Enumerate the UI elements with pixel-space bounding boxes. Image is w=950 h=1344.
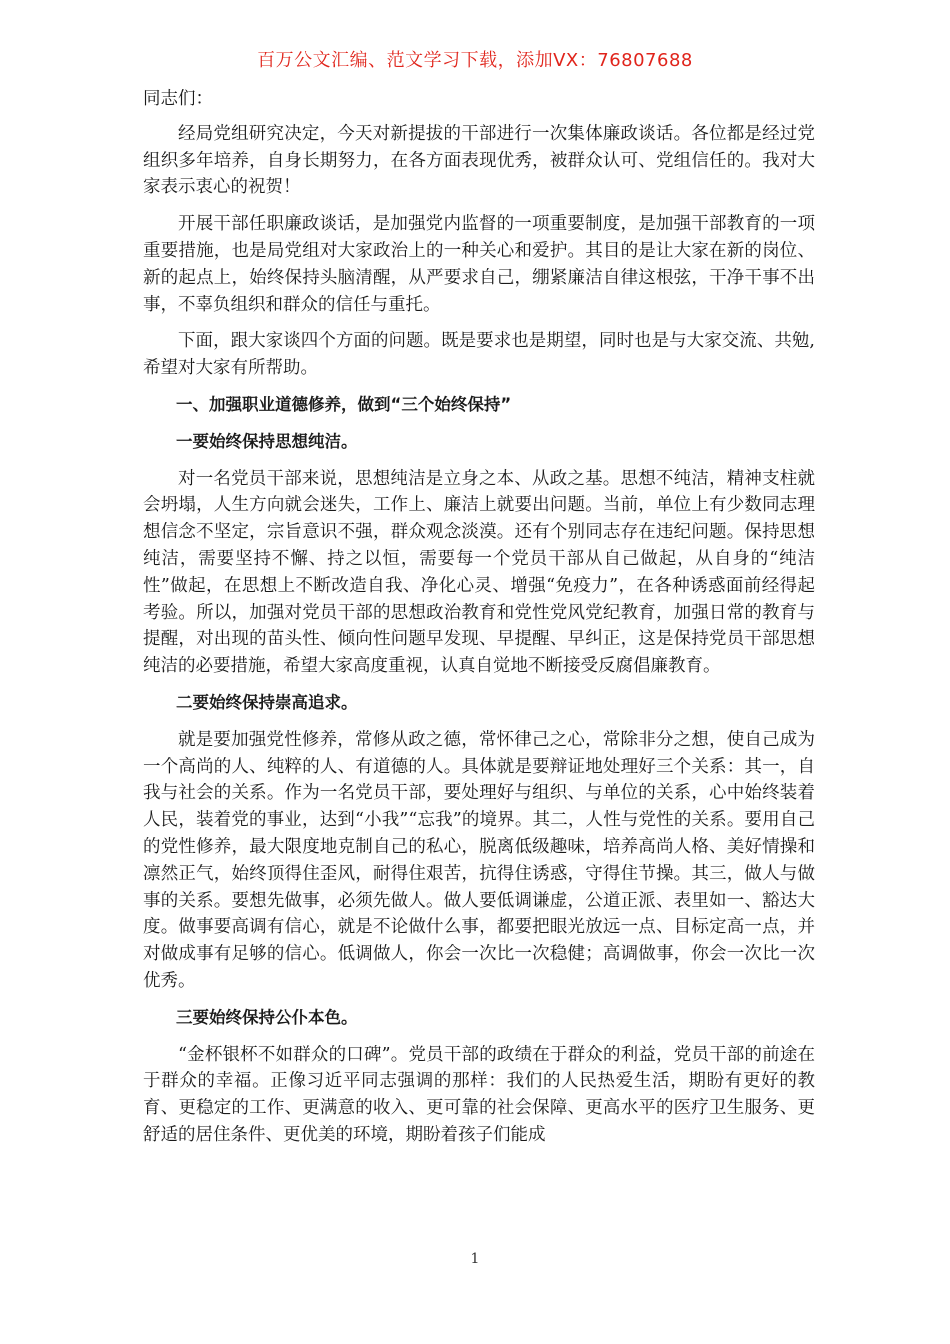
paragraph-purpose: 开展干部任职廉政谈话，是加强党内监督的一项重要制度，是加强干部教育的一项重要措施，也是局党组对大家政治上的一种关心和爱护。其目的是让大家在新的岗位、新的起点上，始终保持头脑清醒，从严要求自己，绷紧廉洁自律这根弦，干净干事不出事，不辜负组织和群众的信任与重托。	[143, 214, 815, 315]
subheading-1: 一要始终保持思想纯洁。	[176, 431, 358, 451]
subheading-2: 二要始终保持崇高追求。	[176, 692, 358, 712]
paragraph-public-servant: “金杯银杯不如群众的口碑”。党员干部的政绩在于群众的利益，党员干部的前途在于群众的幸福。正像习近平同志强调的那样：我们的人民热爱生活，期盼有更好的教育、更稳定的工作、更满意的收入、更可靠的社会保障、更高水平的医疗卫生服务、更舒适的居住条件、更优美的环境，期盼着孩子们能成	[143, 1044, 815, 1145]
page-number: 1	[470, 1251, 480, 1267]
subheading-3: 三要始终保持公仆本色。	[176, 1007, 358, 1027]
paragraph-lofty-pursuit: 就是要加强党性修养，常修从政之德，常怀律己之心，常除非分之想，使自己成为一个高尚的人、纯粹的人、有道德的人。具体就是要辩证地处理好三个关系：其一，自我与社会的关系。作为一名党员干部，要处理好与组织、与单位的关系，心中始终装着人民，装着党的事业，达到“小我”“忘我”的境界。其二，人性与党性的关系。要用自己的党性修养，最大限度地克制自己的私心，脱离低级趣味，培养高尚人格、美好情操和凛然正气，始终顶得住歪风，耐得住艰苦，抗得住诱惑，守得住节操。其三，做人与做事的关系。要想先做事，必须先做人。做人要低调谦虚，公道正派、表里如一、豁达大度。做事要高调有信心，就是不论做什么事，都要把眼光放远一点、目标定高一点，并对做成事有足够的信心。低调做人，你会一次比一次稳健；高调做事，你会一次比一次优秀。	[143, 729, 815, 991]
section-heading-1: 一、加强职业道德修养，做到“三个始终保持”	[176, 394, 512, 414]
paragraph-overview: 下面，跟大家谈四个方面的问题。既是要求也是期望，同时也是与大家交流、共勉,希望对大家有所帮助。	[143, 331, 815, 379]
paragraph-intro: 经局党组研究决定，今天对新提拔的干部进行一次集体廉政谈话。各位都是经过党组织多年培养，自身长期努力，在各方面表现优秀，被群众认可、党组信任的。我对大家表示衷心的祝贺！	[143, 123, 815, 198]
header-banner: 百万公文汇编、范文学习下载，添加VX：76807688	[257, 50, 693, 71]
salutation: 同志们：	[143, 89, 213, 109]
document-body	[143, 86, 815, 1159]
paragraph-thought-purity: 对一名党员干部来说，思想纯洁是立身之本、从政之基。思想不纯洁，精神支柱就会坍塌，人生方向就会迷失，工作上、廉洁上就要出问题。当前，单位上有少数同志理想信念不坚定，宗旨意识不强，群众观念淡漠。还有个别同志存在违纪问题。保持思想纯洁，需要坚持不懈、持之以恒，需要每一个党员干部从自己做起，从自身的“纯洁性”做起，在思想上不断改造自我、净化心灵、增强“免疫力”，在各种诱惑面前经得起考验。所以，加强对党员干部的思想政治教育和党性党风党纪教育，加强日常的教育与提醒，对出现的苗头性、倾向性问题早发现、早提醒、早纠正，这是保持党员干部思想纯洁的必要措施，希望大家高度重视，认真自觉地不断接受反腐倡廉教育。	[143, 468, 815, 677]
